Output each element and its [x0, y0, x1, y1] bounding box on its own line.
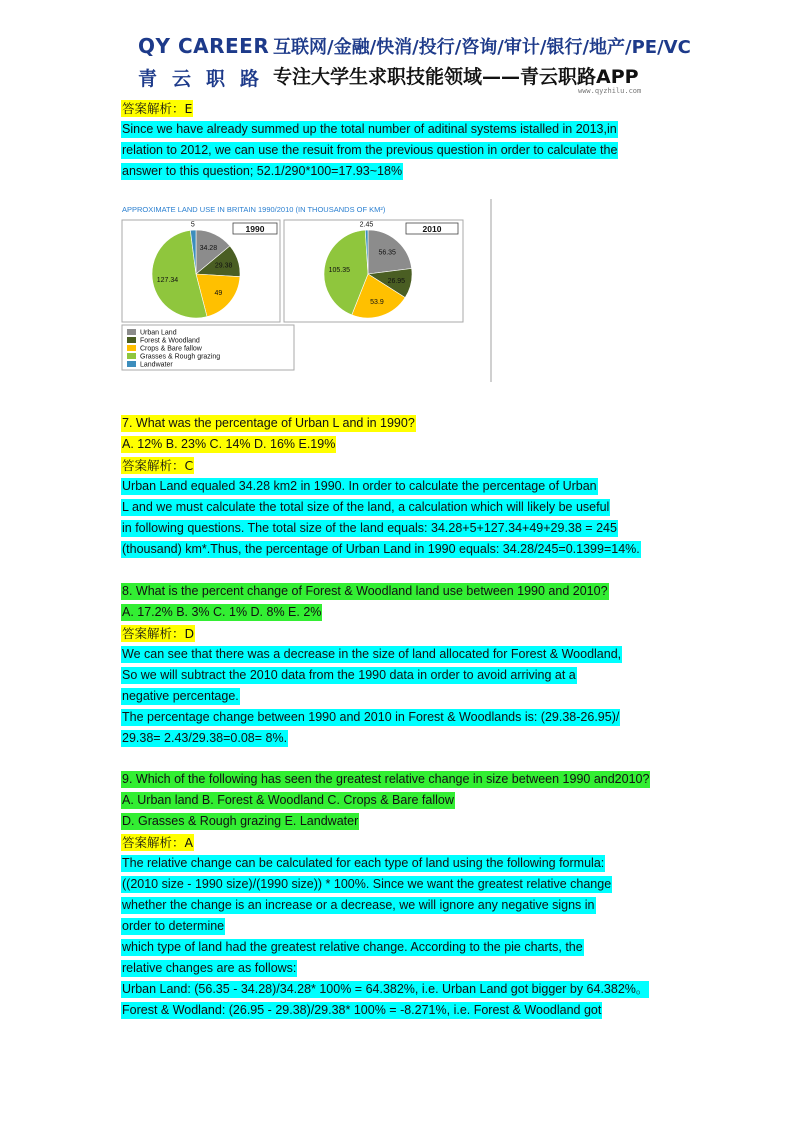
text-line: 答案解析：E [122, 101, 193, 116]
text-line: 答案解析：D [122, 626, 195, 641]
text-line: 9. Which of the following has seen the greatest relative change in size between 1990 and2010? [122, 772, 650, 786]
text-line: in following questions. The total size of the land equals: 34.28+5+127.34+49+29.38 = 245 [122, 521, 617, 535]
slice-value-label: 2.45 [359, 221, 374, 229]
text-line: A. Urban land B. Forest & Woodland C. Crops & Bare fallow [122, 793, 454, 807]
slice-value-label: 127.34 [156, 276, 179, 284]
legend-swatch [127, 353, 136, 359]
legend-entry: Crops & Bare fallow [140, 345, 202, 353]
text-line: We can see that there was a decrease in the size of land allocated for Forest & Woodland, [122, 647, 622, 661]
text-line: D. Grasses & Rough grazing E. Landwater [122, 814, 359, 828]
legend-swatch [127, 329, 136, 335]
year-label: 2010 [422, 224, 442, 234]
text-line: Forest & Wodland: (26.95 - 29.38)/29.38* 100% = -8.271%, i.e. Forest & Woodland got [122, 1003, 602, 1017]
legend-entry: Forest & Woodland [140, 337, 200, 345]
legend-entry: Urban Land [140, 329, 177, 337]
text-line: whether the change is an increase or a decrease, we will ignore any negative signs in [122, 898, 595, 912]
text-line: A. 12% B. 23% C. 14% D. 16% E.19% [122, 437, 336, 451]
slice-value-label: 49 [214, 289, 223, 297]
chart-title: APPROXIMATE LAND USE IN BRITAIN 1990/2010 (IN THOUSANDS OF KM²) [122, 205, 386, 214]
text-line: The percentage change between 1990 and 2010 in Forest & Woodlands is: (29.38-26.95)/ [122, 710, 620, 724]
text-line: A. 17.2% B. 3% C. 1% D. 8% E. 2% [122, 605, 322, 619]
text-line: negative percentage. [122, 689, 239, 703]
legend-entry: Grasses & Rough grazing [140, 353, 221, 361]
text-line: ((2010 size - 1990 size)/(1990 size)) * 100%. Since we want the greatest relative change [122, 877, 612, 891]
text-line: Urban Land: (56.35 - 34.28)/34.28* 100% = 64.382%, i.e. Urban Land got bigger by 64.382%。 [122, 982, 649, 996]
text-line: Since we have already summed up the total number of aditinal systems istalled in 2013,in [122, 122, 617, 136]
chart-edge-line [490, 199, 492, 382]
text-line: L and we must calculate the total size of the land, a calculation which will likely be useful [122, 500, 610, 514]
text-line: The relative change can be calculated for each type of land using the following formula: [122, 856, 605, 870]
brand-logo-chinese: 青云职路 [138, 68, 275, 90]
text-line: order to determine [122, 919, 225, 933]
slice-value-label: 53.9 [370, 299, 384, 307]
text-line: 29.38= 2.43/29.38=0.08= 8%. [122, 731, 288, 745]
brand-logo: QY CAREER [138, 34, 270, 58]
slice-value-label: 29.38 [214, 262, 233, 270]
legend-entry: Landwater [140, 361, 173, 369]
slice-value-label: 105.35 [328, 266, 351, 274]
text-line: Urban Land equaled 34.28 km2 in 1990. In order to calculate the percentage of Urban [122, 479, 597, 493]
page-header [0, 0, 800, 100]
text-line: 7. What was the percentage of Urban L and in 1990? [122, 416, 415, 430]
text-line: (thousand) km*.Thus, the percentage of Urban Land in 1990 equals: 34.28/245=0.1399=14%. [122, 542, 640, 556]
text-line: 答案解析：C [122, 458, 194, 473]
text-line: 答案解析：A [122, 835, 194, 850]
text-line: which type of land had the greatest relative change. According to the pie charts, the [122, 940, 583, 954]
slice-value-label: 56.35 [378, 249, 396, 257]
slice-value-label: 34.28 [199, 245, 218, 253]
legend-swatch [127, 337, 136, 343]
slice-value-label: 26.95 [387, 277, 406, 285]
legend-swatch [127, 361, 136, 367]
legend-swatch [127, 345, 136, 351]
slice-value-label: 5 [190, 221, 195, 229]
app-tagline: 专注大学生求职技能领域——青云职路APP [273, 66, 639, 88]
text-line: 8. What is the percent change of Forest & Woodland land use between 1990 and 2010? [122, 584, 608, 598]
year-label: 1990 [245, 224, 265, 234]
text-line: answer to this question; 52.1/290*100=17.93~18% [122, 164, 403, 178]
website-watermark: www.qyzhilu.com [578, 87, 642, 95]
text-line: relation to 2012, we can use the resuit from the previous question in order to calculate the [122, 143, 618, 157]
land-use-pie-chart [118, 199, 494, 382]
industry-tagline: 互联网/金融/快消/投行/咨询/审计/银行/地产/PE/VC [273, 37, 691, 58]
text-line: So we will subtract the 2010 data from the 1990 data in order to avoid arriving at a [122, 668, 576, 682]
pie-chart-svg [118, 199, 494, 382]
text-line: relative changes are as follows: [122, 961, 297, 975]
